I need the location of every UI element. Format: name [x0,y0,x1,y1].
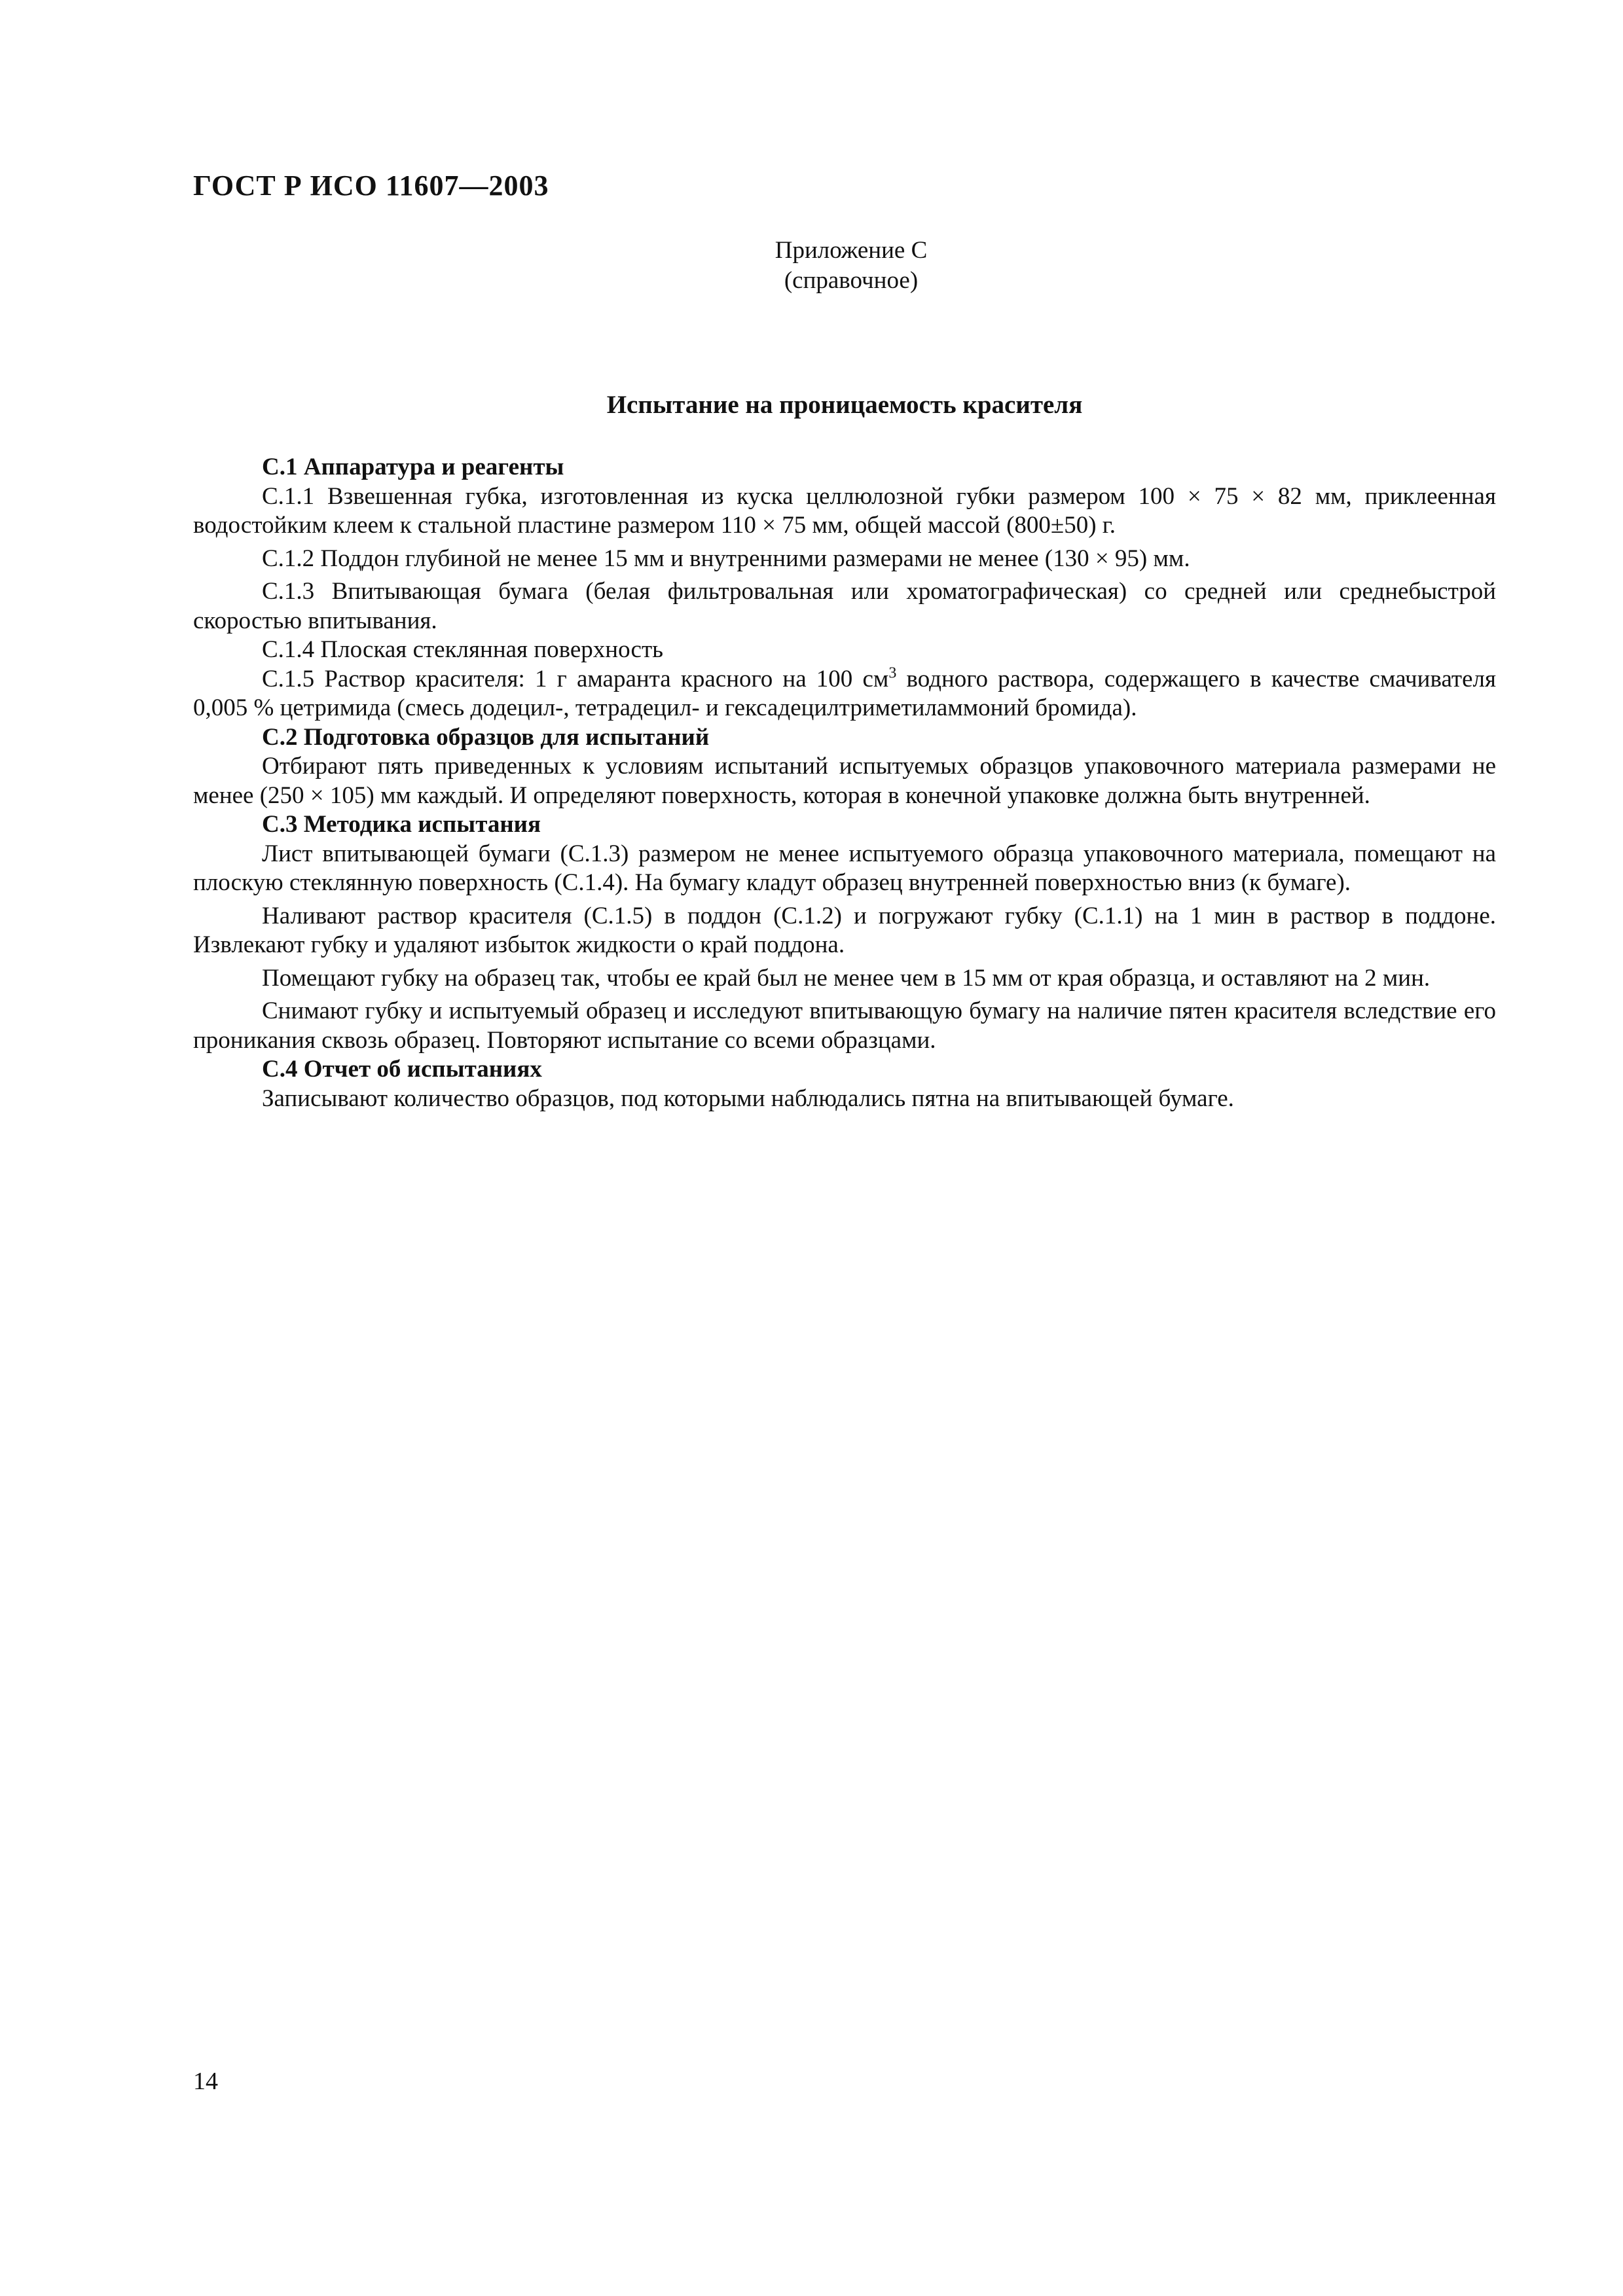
paragraph-c3-3: Помещают губку на образец так, чтобы ее край был не менее чем в 15 мм от края образца, и оставляют на 2 мин. [262,964,1431,992]
page-number: 14 [193,2068,218,2095]
document-code-header: ГОСТ Р ИСО 11607—2003 [193,170,549,202]
annex-main-title: Испытание на проницаемость красителя [606,391,1083,419]
annex-type: (справочное) [784,267,919,294]
paragraph-c1-4: С.1.4 Плоская стеклянная поверхность [262,636,663,663]
section-heading-c1: С.1 Аппаратура и реагенты [262,454,564,480]
paragraph-c1-3: С.1.3 Впитывающая бумага (белая фильтровальная или хроматографическая) со средней или среднебыстрой скоростью впитывания. [193,578,1496,634]
superscript-three: 3 [888,664,897,682]
paragraph-c3-1: Лист впитывающей бумаги (С.1.3) размером не менее испытуемого образца упаковочного материала, помещают на плоскую стеклянную поверхность (С.1.4). На бумагу кладут образец внутренней поверхностью вниз (к бумаге). [193,840,1496,896]
paragraph-c1-5-text-a: С.1.5 Раствор красителя: 1 г амаранта красного на 100 см [262,665,889,692]
paragraph-c3-4: Снимают губку и испытуемый образец и исследуют впитывающую бумагу на наличие пятен красителя вследствие его проникания сквозь образец. Повторяют испытание со всеми образцами. [193,997,1496,1054]
document-body [193,453,1496,1113]
paragraph-c1-1: С.1.1 Взвешенная губка, изготовленная из куска целлюлозной губки размером 100 × 75 × 82 мм, приклеенная водостойким клеем к стальной пластине размером 110 × 75 мм, общей массой (800±50) г. [193,482,1496,539]
paragraph-c2-1: Отбирают пять приведенных к условиям испытаний испытуемых образцов упаковочного материала размерами не менее (250 × 105) мм каждый. И определяют поверхность, которая в конечной упаковке должна быть внутренней. [193,753,1496,809]
annex-label [720,236,982,296]
section-heading-c4: С.4 Отчет об испытаниях [262,1056,542,1083]
paragraph-c1-5 [193,665,1496,723]
paragraph-c1-5-text-b: водного раствора, содержащего в качестве смачивателя 0,005 % цетримида (смесь додецил-, тетрадецил- и гексадецилтриметиламмоний бромида). [193,665,1496,721]
paragraph-c4-1: Записывают количество образцов, под которыми наблюдались пятна на впитывающей бумаге. [262,1085,1234,1112]
paragraph-c1-2: С.1.2 Поддон глубиной не менее 15 мм и внутренними размерами не менее (130 × 95) мм. [262,545,1190,572]
annex-title: Приложение С [775,237,928,264]
section-heading-c3: С.3 Методика испытания [262,811,541,838]
paragraph-c3-2: Наливают раствор красителя (С.1.5) в поддон (С.1.2) и погружают губку (С.1.1) на 1 мин в раствор в поддоне. Извлекают губку и удаляют избыток жидкости о край поддона. [193,902,1496,958]
section-heading-c2: С.2 Подготовка образцов для испытаний [262,723,710,751]
